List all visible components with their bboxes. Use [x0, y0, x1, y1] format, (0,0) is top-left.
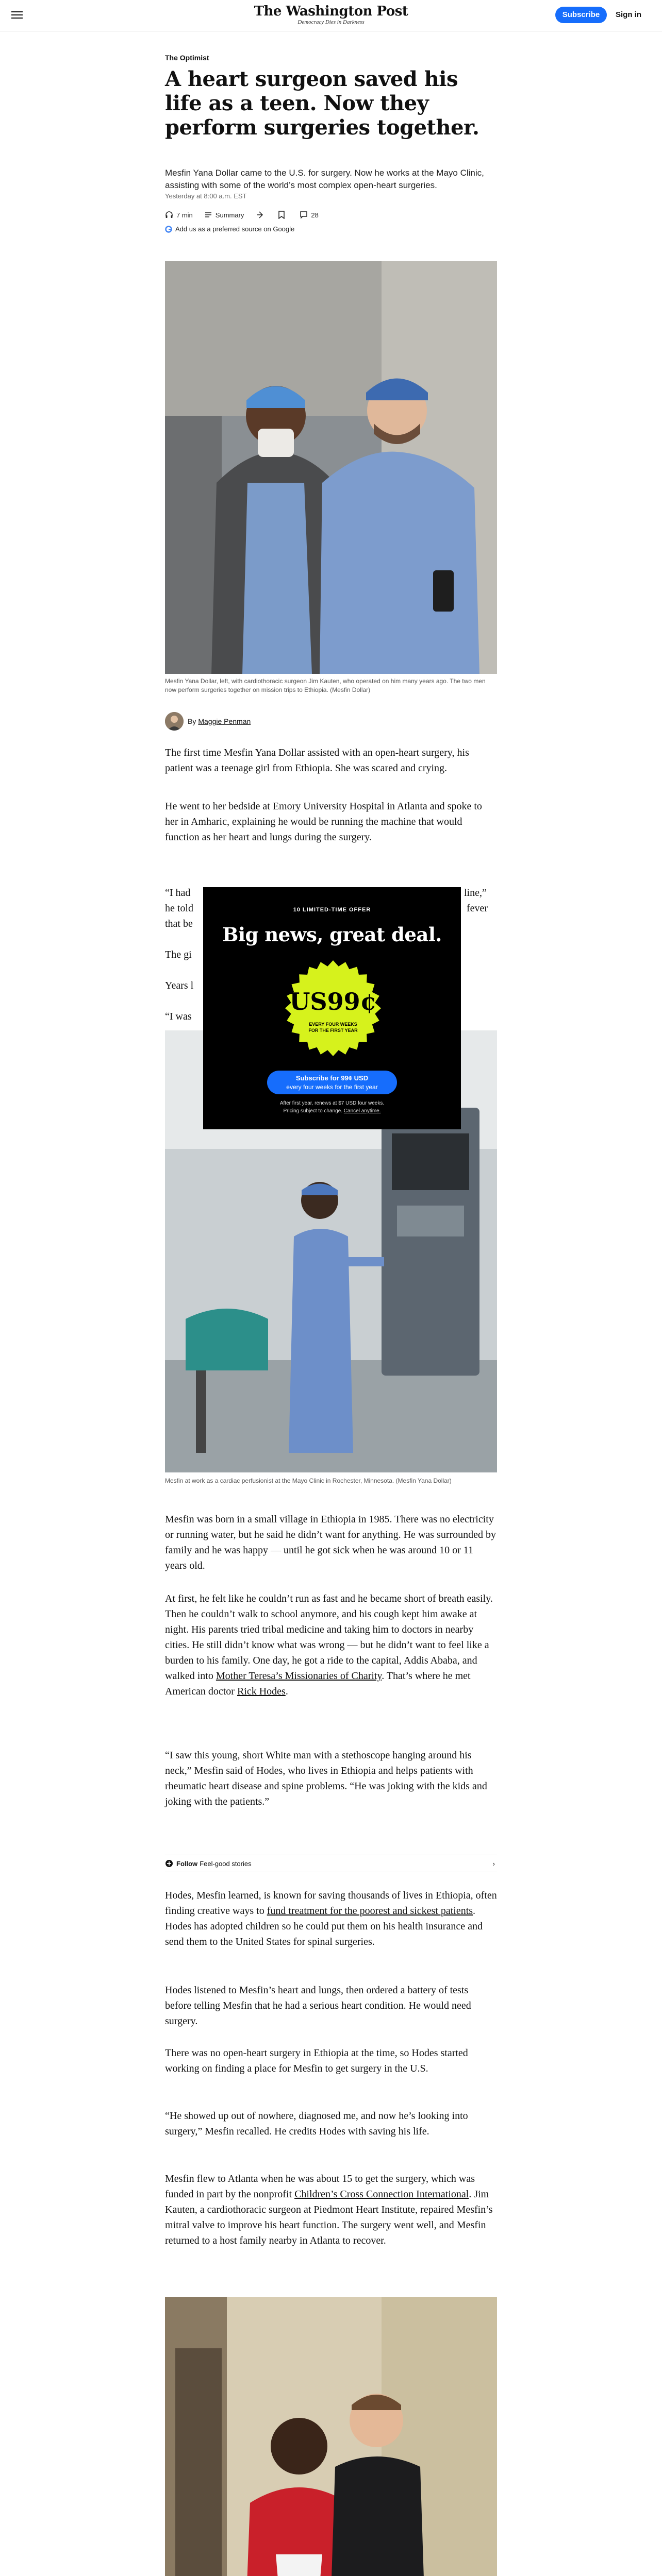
paragraph-3-line2-right: fever	[467, 903, 488, 914]
paragraph-13: “He showed up out of nowhere, diagnosed me, and now he’s looking into surgery,” Mesfin recalled. He credits Hodes with saving his life.	[165, 2110, 468, 2137]
cta-line-1: Subscribe for 99¢ USD	[295, 1074, 369, 1082]
paragraph-14-text: Mesfin flew to Atlanta when he was about 15 to get the surgery, which was funded in part by the nonprofit	[165, 2173, 475, 2200]
comments-button[interactable]	[300, 211, 318, 219]
site-tagline: Democracy Dies in Darkness	[297, 19, 365, 25]
cta-line-2: every four weeks for the first year	[286, 1083, 378, 1091]
paragraph-6-fragment: “I was	[165, 1011, 192, 1022]
follow-label: Follow	[176, 1859, 198, 1868]
summary-label: Summary	[215, 211, 244, 219]
paragraph-8-end: .	[285, 1686, 288, 1697]
comment-icon	[300, 211, 308, 219]
paragraph-2: He went to her bedside at Emory University Hospital in Atlanta and spoke to her in Amharic, explaining he would be running the machine that would function as her heart and lungs during the surgery.	[165, 801, 482, 843]
paragraph-8-mid: . That’s where he met American doctor	[165, 1670, 471, 1697]
pricing-fine-print	[203, 1108, 461, 1114]
site-header	[0, 0, 662, 31]
price-badge	[284, 959, 382, 1057]
article-kicker[interactable]: The Optimist	[165, 54, 209, 62]
offer-terms: EVERY FOUR WEEKS FOR THE FIRST YEAR	[308, 1022, 358, 1033]
summary-icon	[204, 211, 212, 219]
paragraph-8	[165, 1591, 497, 1699]
plus-icon	[165, 1859, 173, 1868]
chevron-right-icon: ›	[492, 1859, 495, 1868]
offer-kicker: 10 LIMITED-TIME OFFER	[293, 907, 371, 913]
offer-price: US99¢	[289, 988, 377, 1015]
google-preferred-source-link[interactable]	[165, 225, 497, 233]
byline-prefix: By	[188, 717, 196, 725]
offer-title: Big news, great deal.	[222, 923, 442, 946]
perfusionist-photo-caption: Mesfin at work as a cardiac perfusionist at the Mayo Clinic in Rochester, Minnesota. (Mesfin Yana Dollar)	[165, 1477, 452, 1484]
summary-button[interactable]	[204, 211, 244, 219]
paragraph-9: “I saw this young, short White man with a stethoscope hanging around his neck,” Mesfin said of Hodes, who lives in Ethiopia and helps patients with rheumatic heart disease and spine problems. “He was joking with the kids and joking with the patients.”	[165, 1750, 487, 1807]
author-link[interactable]: Maggie Penman	[198, 717, 251, 725]
bookmark-icon	[278, 211, 285, 219]
missionaries-of-charity-link[interactable]: Mother Teresa’s Missionaries of Charity	[216, 1670, 382, 1682]
subscribe-button[interactable]: Subscribe	[555, 7, 607, 23]
site-logo[interactable]: The Washington Post	[254, 4, 408, 19]
recovery-photo	[165, 2297, 497, 2576]
follow-topic-bar[interactable]	[165, 1855, 497, 1872]
paragraph-8-text: At first, he felt like he couldn’t run as fast and he became short of breath easily. Then he couldn’t walk to school anymore, and his cough kept him awake at night. His parents tried tribal medicine and taking him to doctors in nearby cities. He still didn’t know what was wrong — but he didn’t want to feel like a burden to his family. One day, he got a ride to the capital, Addis Ababa, and walked into	[165, 1593, 493, 1682]
paragraph-11: Hodes listened to Mesfin’s heart and lungs, then ordered a battery of tests before telling Mesfin that he had a serious heart condition. He would need surgery.	[165, 1985, 471, 2027]
paragraph-14	[165, 2171, 497, 2248]
paragraph-3-fragment: “I had	[165, 887, 191, 899]
paragraph-10-text: Hodes, Mesfin learned, is known for saving thousands of lives in Ethiopia, often finding creative ways to	[165, 1890, 497, 1917]
fund-treatment-link[interactable]: fund treatment for the poorest and sickest patients	[267, 1905, 473, 1917]
cancel-anytime-link[interactable]: Cancel anytime.	[343, 1108, 381, 1114]
renewal-fine-print: After first year, renews at $7 USD four weeks.	[279, 1100, 385, 1106]
sign-in-link[interactable]: Sign in	[616, 10, 641, 19]
paragraph-3-line2: he told	[165, 903, 193, 914]
headphones-icon	[165, 211, 173, 219]
subscribe-offer-button[interactable]	[267, 1071, 397, 1094]
article-dek: Mesfin Yana Dollar came to the U.S. for surgery. Now he works at the Mayo Clinic, assisting with some of the world’s most complex open-heart surgeries.	[165, 168, 484, 190]
follow-topic: Feel-good stories	[200, 1859, 252, 1868]
paragraph-14-end: . Jim Kauten, a cardiothoracic surgeon at Piedmont Heart Institute, repaired Mesfin’s mitral valve to improve his heart function. The surgery went well, and Mesfin returned to a host family nearby in Atlanta to recover.	[165, 2189, 493, 2246]
pricing-note: Pricing subject to change.	[283, 1108, 343, 1114]
read-time: 7 min	[176, 211, 193, 219]
lead-photo-caption: Mesfin Yana Dollar, left, with cardiothoracic surgeon Jim Kauten, who operated on him many years ago. The two men now perform surgeries together on mission trips to Ethiopia. (Mesfin Dollar)	[165, 677, 486, 693]
paragraph-3-fragment-right: line,”	[464, 887, 487, 899]
google-pref-label: Add us as a preferred source on Google	[175, 225, 295, 233]
article-toolbar	[165, 206, 497, 224]
comment-count: 28	[311, 211, 319, 219]
byline	[165, 712, 497, 731]
rick-hodes-link[interactable]: Rick Hodes	[237, 1686, 286, 1697]
save-button[interactable]	[278, 211, 288, 219]
google-icon	[165, 226, 172, 233]
paragraph-1: The first time Mesfin Yana Dollar assisted with an open-heart surgery, his patient was a teenage girl from Ethiopia. She was scared and crying.	[165, 747, 469, 774]
paragraph-10-end: . Hodes has adopted children so he could put them on his health insurance and send them to the United States for spinal surgeries.	[165, 1905, 483, 1947]
childrens-cross-connection-link[interactable]: Children’s Cross Connection International	[294, 2189, 469, 2200]
lead-photo	[165, 261, 497, 674]
paragraph-12: There was no open-heart surgery in Ethiopia at the time, so Hodes started working on finding a place for Mesfin to get surgery in the U.S.	[165, 2047, 468, 2074]
author-avatar[interactable]	[165, 712, 184, 731]
article-headline: A heart surgeon saved his life as a teen. Now they perform surgeries together.	[165, 67, 479, 140]
paragraph-7: Mesfin was born in a small village in Ethiopia in 1985. There was no electricity or running water, but he said he didn’t want for anything. He was surrounded by family and he was happy — until he got sick when he was around 10 or 11 years old.	[165, 1514, 496, 1571]
subscription-offer-modal	[203, 887, 461, 1129]
article-dateline: Yesterday at 8:00 a.m. EST	[165, 192, 247, 200]
paragraph-5-fragment: Years l	[165, 980, 194, 991]
share-icon	[255, 211, 263, 219]
paragraph-4-fragment: The gi	[165, 949, 192, 960]
share-button[interactable]	[255, 211, 267, 219]
paragraph-10	[165, 1888, 497, 1950]
listen-button[interactable]	[165, 211, 193, 219]
paragraph-3-line3: that be	[165, 918, 193, 929]
